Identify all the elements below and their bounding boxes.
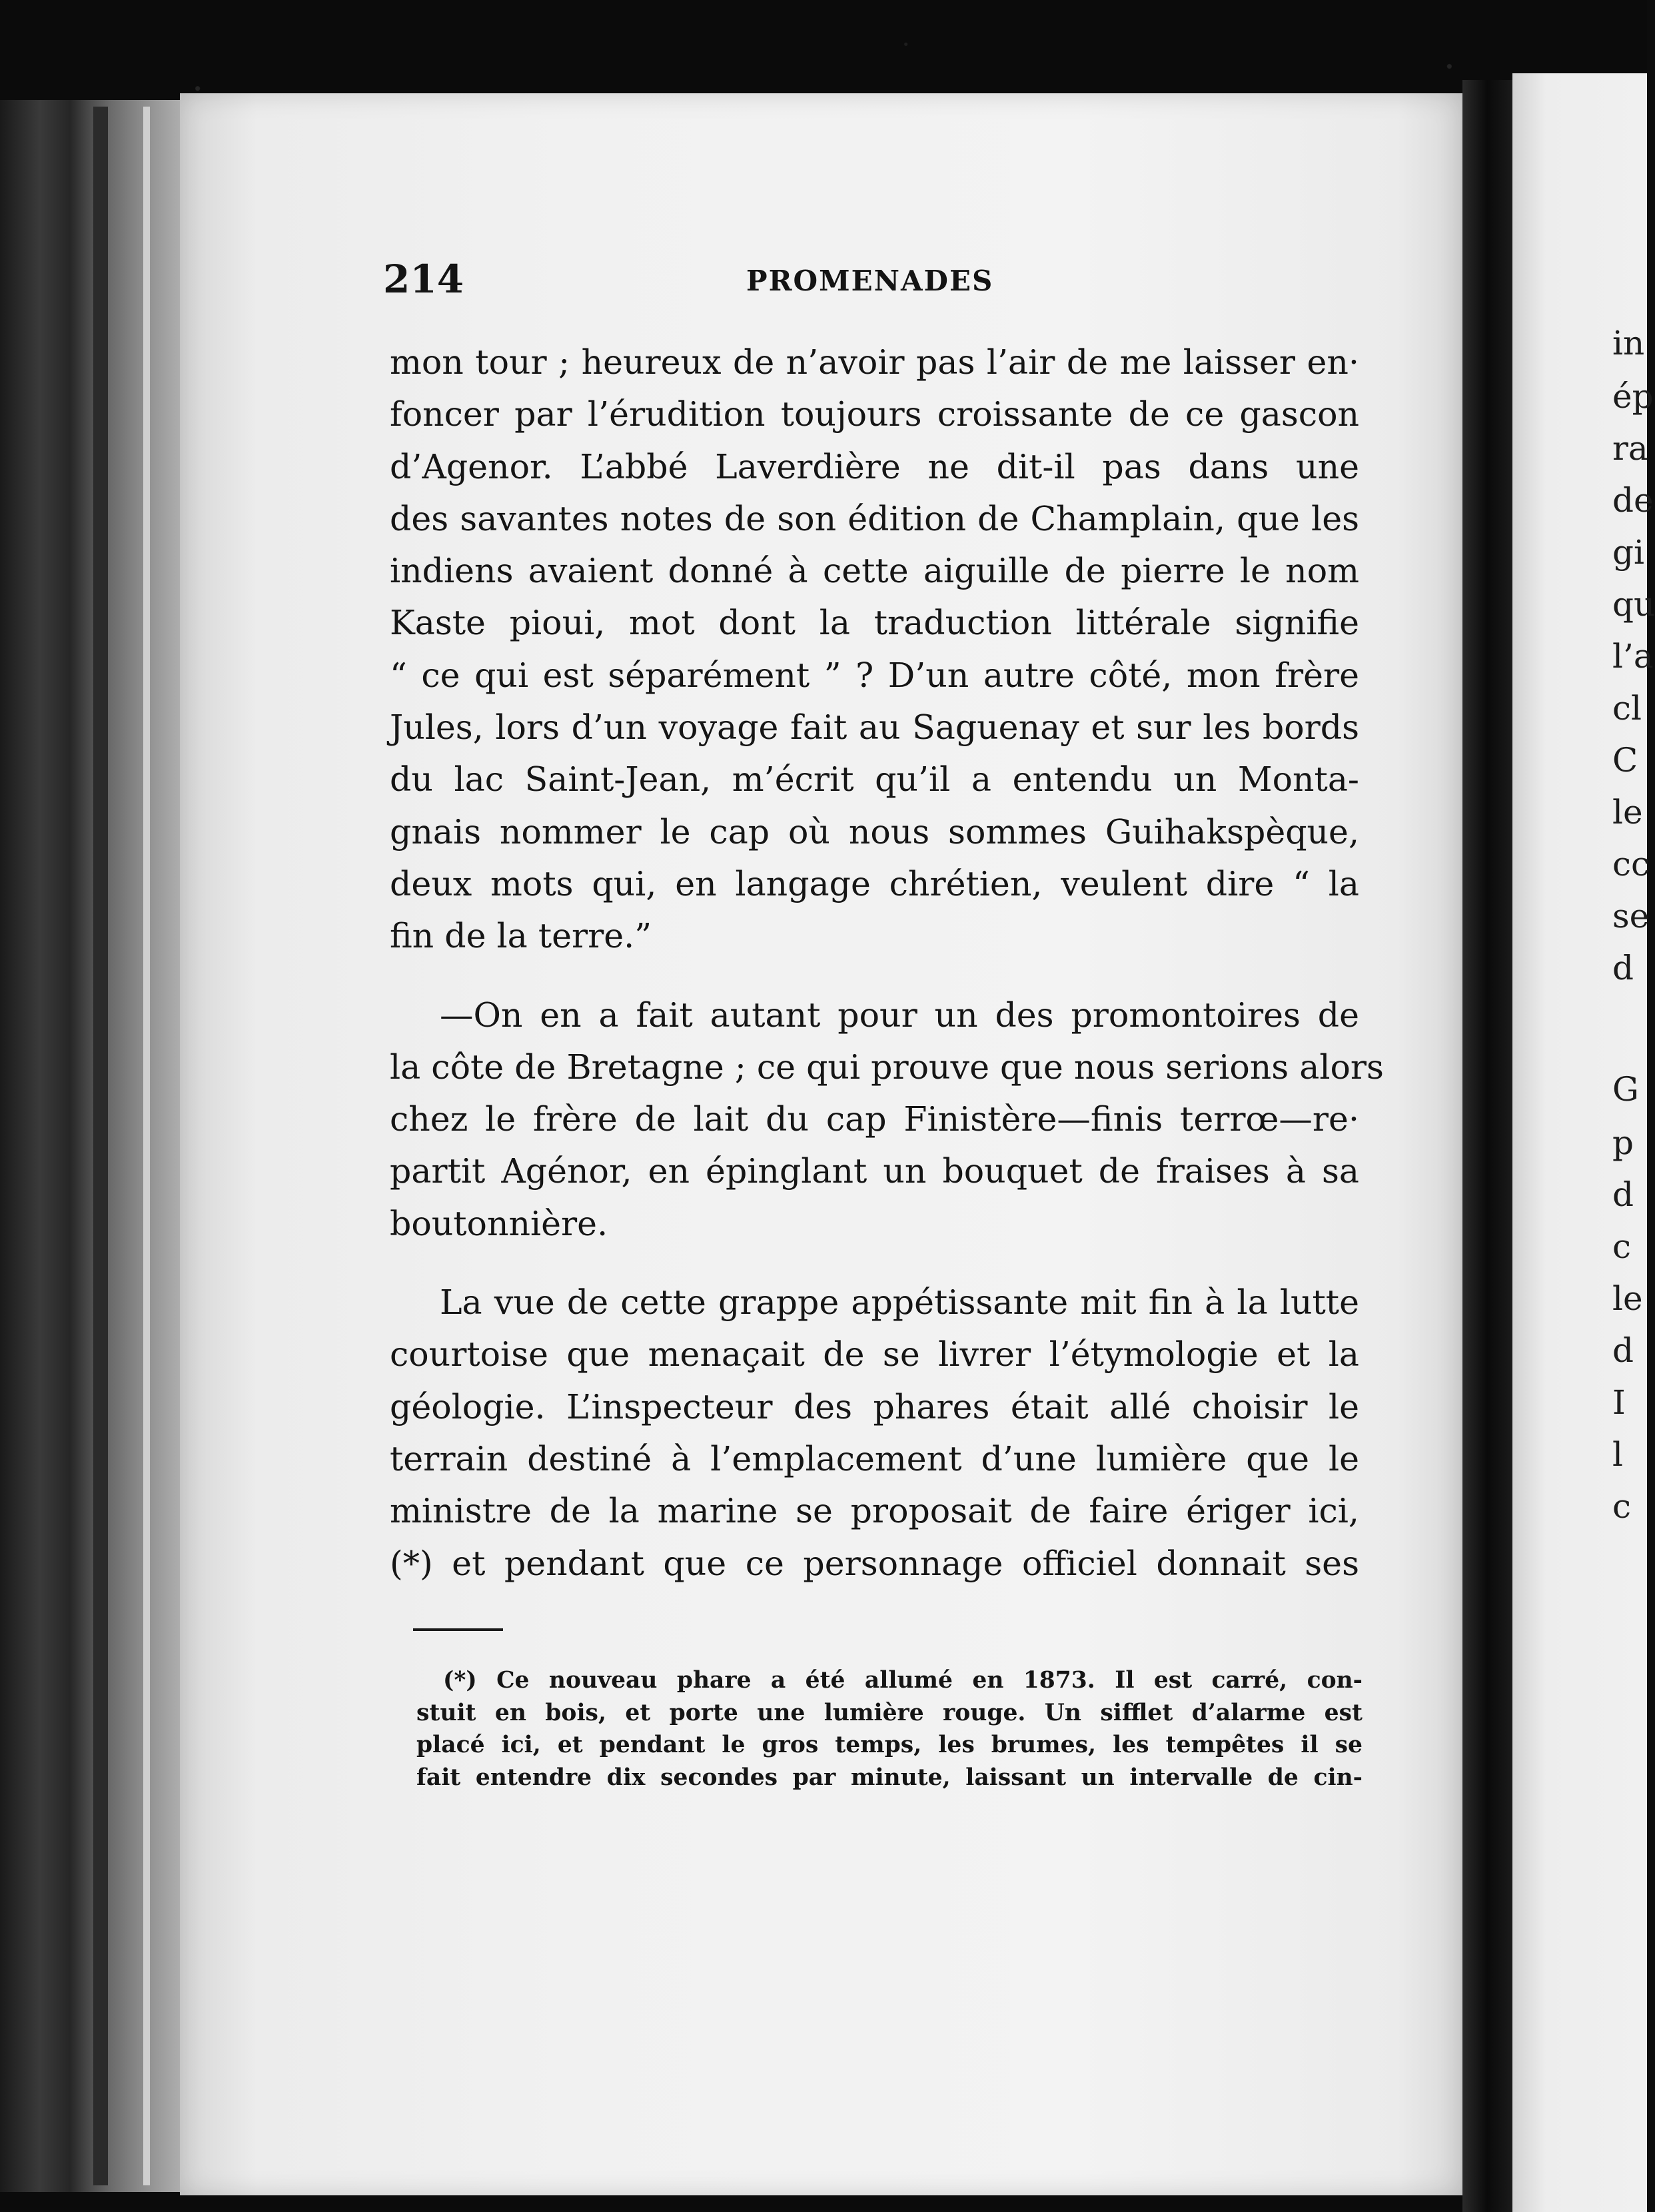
text-line: (*) et pendant que ce personnage officiel donnait ses xyxy=(390,1543,1359,1583)
text-line: du lac Saint-Jean, m’écrit qu’il a entendu un Monta- xyxy=(390,760,1359,800)
text-line: La vue de cette grappe appétissante mit fin à la lutte xyxy=(440,1283,1359,1323)
fragment: cc xyxy=(1612,845,1650,883)
text-line: deux mots qui, en langage chrétien, veulent dire “ la xyxy=(390,863,1359,903)
footnote-line: (*) Ce nouveau phare a été allumé en 1873. Il est carré, con- xyxy=(443,1667,1363,1694)
fragment: I xyxy=(1612,1383,1626,1422)
fragment: c xyxy=(1612,1227,1632,1266)
footnote-rule xyxy=(413,1628,503,1631)
text-line: terrain destiné à l’emplacement d’une lumière que le xyxy=(390,1438,1359,1478)
fragment: se xyxy=(1612,897,1650,935)
fragment: in xyxy=(1612,324,1645,362)
fragment: de xyxy=(1612,481,1654,520)
paragraph xyxy=(390,1277,1359,1590)
text-line: —On en a fait autant pour un des promontoires de xyxy=(440,995,1359,1035)
paragraph-gap xyxy=(390,1250,1359,1277)
footnote-line: fait entendre dix secondes par minute, laissant un intervalle de cin- xyxy=(416,1764,1363,1791)
paragraph-gap xyxy=(390,963,1359,989)
fragment: qu xyxy=(1612,585,1655,624)
fragment: gi xyxy=(1612,533,1644,572)
fragment: le xyxy=(1612,1279,1643,1318)
paragraph xyxy=(390,989,1384,1250)
fragment: c xyxy=(1612,1487,1632,1526)
page-number: 214 xyxy=(383,257,464,302)
text-line: boutonnière. xyxy=(390,1203,608,1243)
fragment: d xyxy=(1612,1331,1634,1370)
fragment: cl xyxy=(1612,689,1642,728)
footnote-line: placé ici, et pendant le gros temps, les brumes, les tempêtes il se xyxy=(416,1732,1363,1758)
text-line: Kaste pioui, mot dont la traduction littérale signifie xyxy=(390,603,1359,643)
text-line: partit Agénor, en épinglant un bouquet de fraises à sa xyxy=(390,1151,1359,1191)
text-line: ministre de la marine se proposait de faire ériger ici, xyxy=(390,1491,1359,1531)
running-title: PROMENADES xyxy=(746,265,994,297)
text-line: Jules, lors d’un voyage fait au Saguenay et sur les bords xyxy=(390,708,1359,748)
text-line: “ ce qui est séparément ” ? D’un autre côté, mon frère xyxy=(390,655,1359,695)
text-line: chez le frère de lait du cap Finistère—finis terrœ—re· xyxy=(390,1099,1359,1139)
text-line: d’Agenor. L’abbé Laverdière ne dit-il pas dans une xyxy=(390,446,1359,486)
text-line: indiens avaient donné à cette aiguille de pierre le nom xyxy=(390,551,1359,591)
text-line: des savantes notes de son édition de Champlain, que les xyxy=(390,498,1359,538)
binding-edge-dark xyxy=(93,107,108,2185)
fragment: ép xyxy=(1612,377,1654,416)
text-line: fin de la terre.” xyxy=(390,916,652,956)
text-line: foncer par l’érudition toujours croissante de ce gascon xyxy=(390,394,1359,434)
footnote xyxy=(416,1664,1363,1794)
fragment: p xyxy=(1612,1123,1634,1162)
body-text xyxy=(390,336,1384,1590)
fragment: l’a xyxy=(1612,637,1654,676)
footnote-line: stuit en bois, et porte une lumière rouge. Un sifflet d’alarme est xyxy=(416,1699,1363,1726)
text-line: la côte de Bretagne ; ce qui prouve que nous serions alors xyxy=(390,1047,1384,1087)
text-line: courtoise que menaçait de se livrer l’étymologie et la xyxy=(390,1335,1359,1375)
fragment: l xyxy=(1612,1435,1623,1474)
fragment: ra xyxy=(1612,429,1648,468)
page-gutter xyxy=(1462,80,1512,2212)
fragment: d xyxy=(1612,949,1634,987)
text-line: géologie. L’inspecteur des phares était allé choisir le xyxy=(390,1386,1359,1426)
text-line: mon tour ; heureux de n’avoir pas l’air de me laisser en· xyxy=(390,342,1359,382)
fragment: C xyxy=(1612,741,1638,780)
binding-edge-light xyxy=(143,107,150,2185)
fragment: d xyxy=(1612,1175,1634,1214)
fragment: G xyxy=(1612,1070,1639,1109)
text-line: gnais nommer le cap où nous sommes Guihakspèque, xyxy=(390,812,1359,851)
fragment: le xyxy=(1612,793,1643,831)
paragraph xyxy=(390,336,1359,963)
